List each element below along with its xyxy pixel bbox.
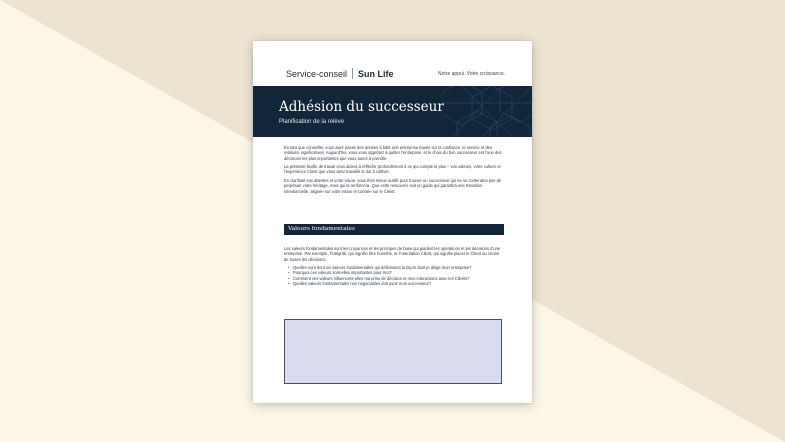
brand-logo xyxy=(286,68,394,79)
section-paragraph: Les valeurs fondamentales sont les croyances et les principes de base qui guident les opérations et les décisions d’une entreprise. Par exemple, l’intégrité, qui signifie être honnête, et l’orientation Client, qui signifie placer le Client au centre de toutes les décisions. xyxy=(284,246,501,262)
answer-text-box[interactable] xyxy=(284,319,502,384)
question-item: • Comment ces valeurs influencent-elles ma prise de décision et mes interactions avec les Clients? xyxy=(288,276,504,281)
document-title: Adhésion du successeur xyxy=(279,99,444,115)
question-item: • Pourquoi ces valeurs sont-elles importantes pour moi? xyxy=(288,270,504,275)
hero-banner xyxy=(253,86,532,137)
intro-paragraph-1: En tant que conseiller, vous avez passé des années à bâtir une entreprise basée sur la confiance, le service et des relations significatives. Aujourd’hui, vous vous apprêtez à quitter l’entreprise, et le choix du bon successeur est l’une des décisions les plus importantes que vous aurez à prendre. xyxy=(284,145,502,161)
intro-body xyxy=(284,145,504,197)
brand-sun-life: Sun Life xyxy=(358,68,394,79)
brand-service-conseil: Service-conseil xyxy=(286,68,348,79)
question-item: • Quelles sont les trois valeurs fondamentales qui définissent la façon dont je dirige mon entreprise? xyxy=(288,265,504,270)
section-body xyxy=(284,246,504,286)
header-tagline: Notre appui. Votre croissance. xyxy=(438,71,505,77)
intro-paragraph-2: La présente feuille de travail vous aidera à réfléchir profondément à ce qui compte le plus – vos valeurs, votre culture et l’expérience Client que vous avez travaillé si dur à cultiver. xyxy=(284,164,501,175)
brand-separator xyxy=(352,68,353,79)
question-list xyxy=(284,265,504,286)
section-heading-bar xyxy=(284,224,504,235)
question-item: • Quelles valeurs fondamentales non négociables doit avoir mon successeur? xyxy=(288,281,504,286)
document-header xyxy=(253,41,532,86)
intro-paragraph-3: En clarifiant vos attentes et votre vision, vous êtes mieux outillé pour trouver un successeur qui ne se contentera pas de perpétuer votre héritage, mais qui la renforcera. Que cette ressource soit un guide qui garantira une transition intentionnelle, alignée sur votre vision et contrée sur le Client. xyxy=(284,178,502,194)
document-subtitle: Planification de la relève xyxy=(279,119,345,125)
hero-geometric-pattern xyxy=(442,86,532,137)
section-heading: Valeurs fondamentales xyxy=(288,226,355,232)
